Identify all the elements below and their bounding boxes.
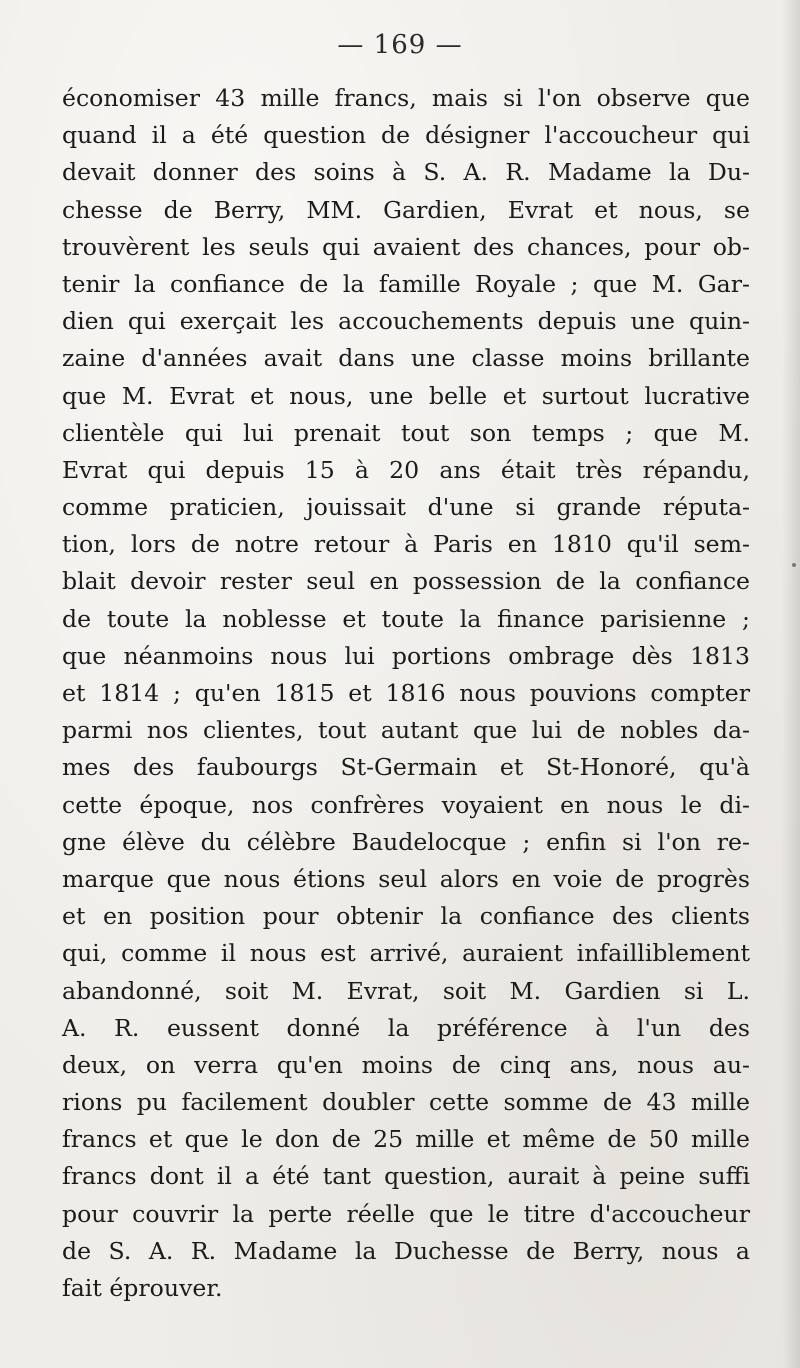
text-line: qui, comme il nous est arrivé, auraient infailliblement [62,939,750,968]
page-edge-shadow [782,0,800,1368]
text-line: que M. Evrat et nous, une belle et surtout lucrative [62,381,750,410]
text-line: chesse de Berry, MM. Gardien, Evrat et nous, se [62,195,750,224]
text-line: deux, on verra qu'en moins de cinq ans, nous au- [62,1050,750,1079]
text-line: dien qui exerçait les accouchements depuis une quin- [62,307,750,336]
text-line: francs et que le don de 25 mille et même de 50 mille [62,1125,750,1154]
text-line: comme praticien, jouissait d'une si grande réputa- [62,493,750,522]
text-line: cette époque, nos confrères voyaient en nous le di- [62,790,750,819]
paper-speck [792,563,796,567]
text-line: parmi nos clientes, tout autant que lui de nobles da- [62,716,750,745]
text-line: tion, lors de notre retour à Paris en 1810 qu'il sem- [62,530,750,559]
text-line: et 1814 ; qu'en 1815 et 1816 nous pouvions compter [62,679,750,707]
text-line: clientèle qui lui prenait tout son temps ; que M. [62,418,750,447]
body-text [62,80,750,1307]
text-line: de S. A. R. Madame la Duchesse de Berry, nous a [62,1236,750,1265]
text-line: blait devoir rester seul en possession de la confiance [62,567,750,596]
text-line: francs dont il a été tant question, aurait à peine suffi [62,1162,750,1191]
text-line: Evrat qui depuis 15 à 20 ans était très répandu, [62,455,750,484]
text-line: fait éprouver. [62,1274,223,1302]
text-line: devait donner des soins à S. A. R. Madame la Du- [62,158,750,187]
text-line: de toute la noblesse et toute la finance parisienne ; [62,604,750,633]
text-line: rions pu facilement doubler cette somme de 43 mille [62,1088,750,1117]
text-line: et en position pour obtenir la confiance des clients [62,902,750,931]
text-line: trouvèrent les seuls qui avaient des chances, pour ob- [62,232,750,261]
text-line: gne élève du célèbre Baudelocque ; enfin si l'on re- [62,827,750,856]
text-line: abandonné, soit M. Evrat, soit M. Gardien si L. [62,976,750,1005]
text-line: marque que nous étions seul alors en voie de progrès [62,864,750,893]
text-line: pour couvrir la perte réelle que le titre d'accoucheur [62,1199,750,1228]
text-line: mes des faubourgs St-Germain et St-Honoré, qu'à [62,753,750,782]
page-number: — 169 — [337,30,463,60]
text-line: tenir la confiance de la famille Royale ; que M. Gar- [62,269,750,298]
text-line: que néanmoins nous lui portions ombrage dès 1813 [62,641,750,670]
text-line: quand il a été question de désigner l'accoucheur qui [62,121,750,150]
text-line: zaine d'années avait dans une classe moins brillante [62,344,750,373]
text-line: économiser 43 mille francs, mais si l'on observe que [62,84,750,112]
text-line: A. R. eussent donné la préférence à l'un des [62,1013,750,1042]
